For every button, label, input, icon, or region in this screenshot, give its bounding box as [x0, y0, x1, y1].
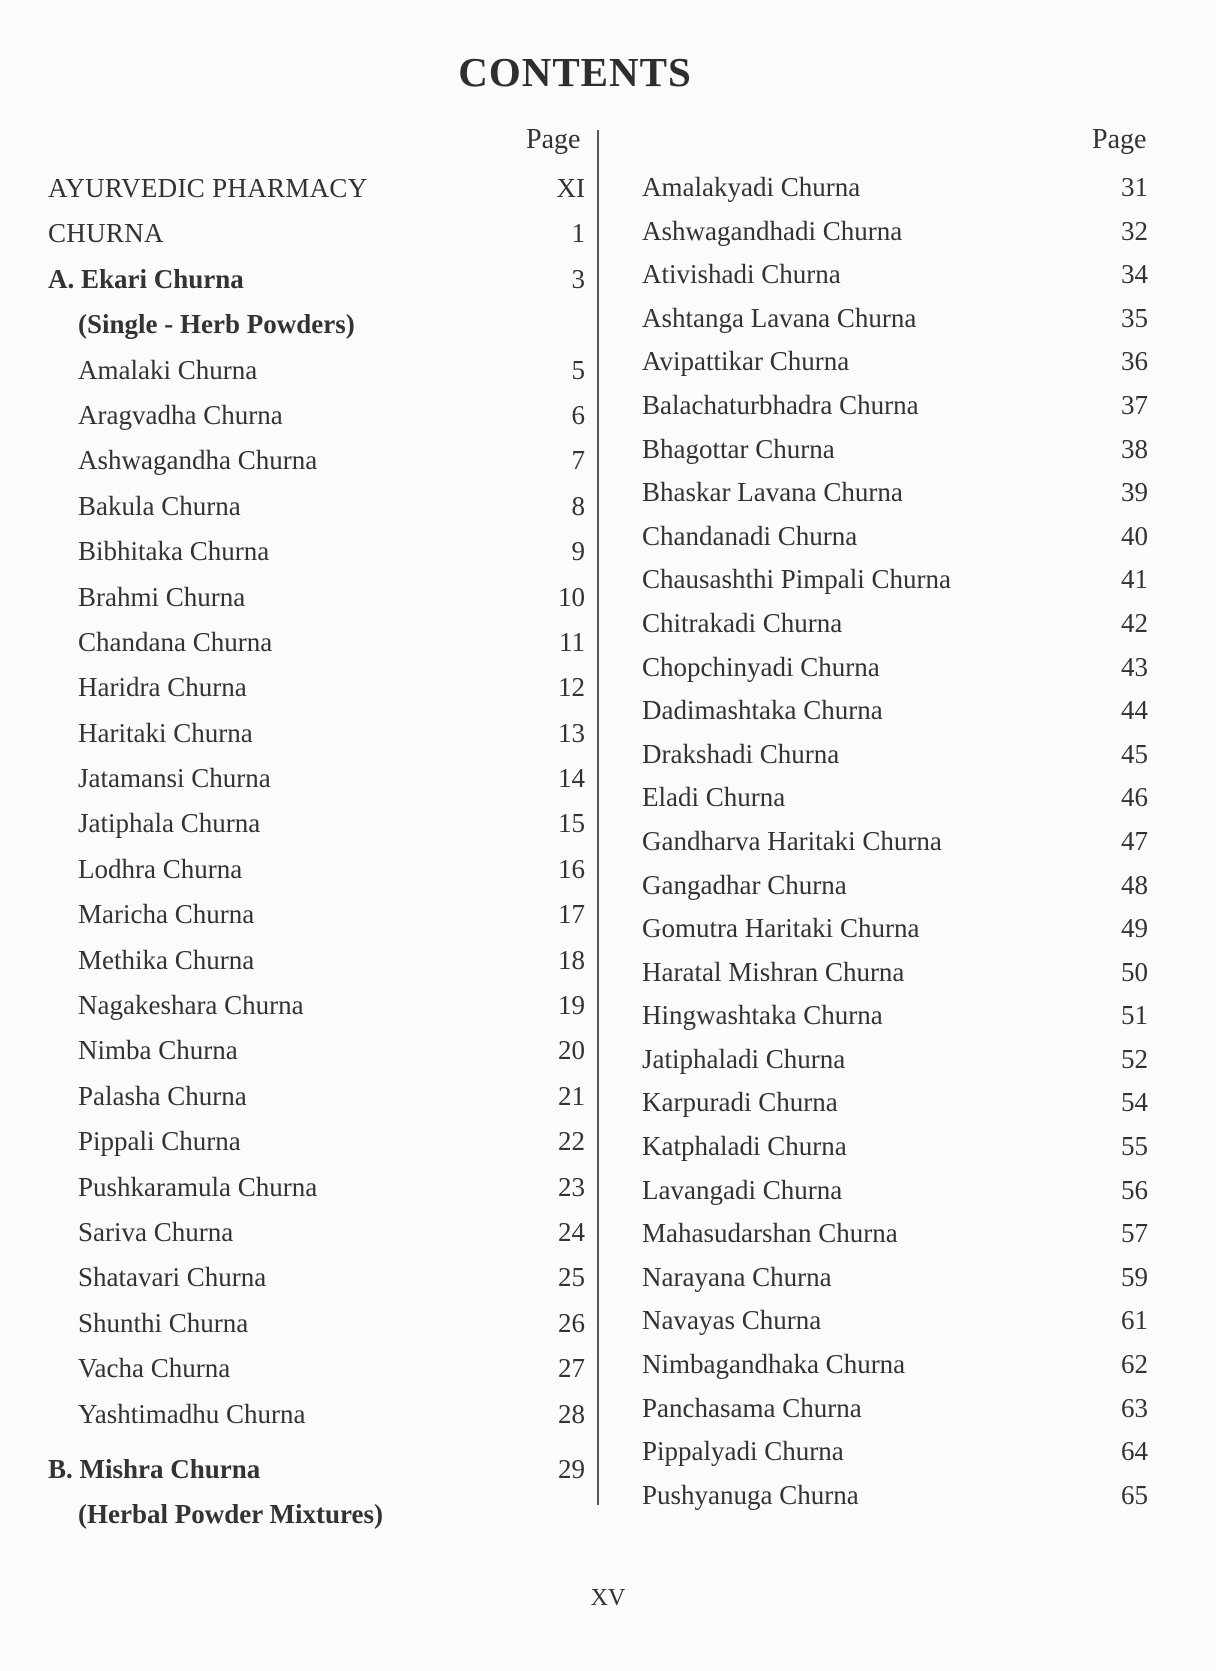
toc-entry-page: 21 — [558, 1080, 585, 1111]
toc-entry-page: 41 — [1121, 564, 1148, 595]
toc-entry-title: Eladi Churna — [642, 782, 786, 813]
toc-entry-page: 1 — [571, 218, 585, 249]
toc-entry-title: Shunthi Churna — [78, 1307, 249, 1338]
toc-entry-title: Pippali Churna — [78, 1126, 241, 1157]
toc-entry-page: 64 — [1121, 1436, 1148, 1467]
toc-entry-title: Chopchinyadi Churna — [642, 651, 880, 682]
toc-entry — [48, 801, 585, 846]
toc-entry — [642, 1430, 1148, 1474]
toc-entry-title: Lavangadi Churna — [642, 1174, 843, 1205]
toc-entry — [642, 1125, 1148, 1169]
toc-entry-title: Pushyanuga Churna — [642, 1479, 859, 1510]
toc-entry — [642, 515, 1148, 559]
toc-entry — [642, 907, 1148, 951]
toc-entry-title: Brahmi Churna — [78, 581, 246, 612]
toc-entry-page: 20 — [558, 1035, 585, 1066]
toc-entry-page: 47 — [1121, 825, 1148, 856]
toc-entry — [48, 302, 585, 347]
toc-entry-page: 22 — [558, 1126, 585, 1157]
toc-entry-title: Balachaturbhadra Churna — [642, 389, 919, 420]
toc-entry — [642, 951, 1148, 995]
toc-entry-page: 19 — [558, 990, 585, 1021]
toc-entry-page: 54 — [1121, 1087, 1148, 1118]
toc-entry-title: Nimba Churna — [78, 1035, 238, 1066]
toc-entry — [48, 1210, 585, 1255]
toc-entry — [642, 471, 1148, 515]
toc-entry-title: Bhagottar Churna — [642, 433, 835, 464]
toc-entry — [642, 558, 1148, 602]
toc-entry-page: 45 — [1121, 738, 1148, 769]
toc-entry-title: Chandanadi Churna — [642, 520, 858, 551]
toc-entry — [48, 1346, 585, 1391]
toc-entry-page: 11 — [559, 626, 585, 657]
toc-entry-page: 7 — [571, 445, 585, 476]
toc-entry — [48, 1028, 585, 1073]
toc-entry — [642, 340, 1148, 384]
toc-entry-page: 15 — [558, 808, 585, 839]
toc-entry-page: 31 — [1121, 172, 1148, 202]
page-title: CONTENTS — [458, 49, 692, 95]
toc-entry-title: Narayana Churna — [642, 1261, 832, 1292]
toc-entry — [642, 1343, 1148, 1387]
toc-entry-title: Navayas Churna — [642, 1305, 822, 1336]
toc-entry — [642, 776, 1148, 820]
toc-entry — [642, 297, 1148, 341]
toc-entry — [48, 438, 585, 483]
toc-entry-page: 27 — [558, 1353, 585, 1384]
toc-entry — [642, 864, 1148, 908]
toc-entry — [48, 1301, 585, 1346]
toc-entry-page: 26 — [558, 1307, 585, 1338]
toc-entry-title: Karpuradi Churna — [642, 1087, 838, 1118]
toc-entry-page: 59 — [1121, 1261, 1148, 1292]
toc-entry-title: Nagakeshara Churna — [78, 990, 304, 1021]
page-column-heading-right: Page — [1092, 124, 1147, 155]
toc-entry-page: 14 — [558, 763, 585, 794]
toc-entry — [48, 892, 585, 937]
toc-entry-page: 3 — [571, 263, 585, 294]
toc-entry-page: 28 — [558, 1398, 585, 1429]
toc-entry — [48, 938, 585, 983]
toc-entry — [642, 733, 1148, 777]
toc-entry-title: Yashtimadhu Churna — [78, 1398, 306, 1429]
toc-entry-title: Ashwagandhadi Churna — [642, 215, 903, 246]
toc-entry — [48, 1492, 585, 1537]
toc-entry — [48, 393, 585, 438]
toc-entry-page: XI — [556, 173, 585, 203]
toc-entry-title: Haritaki Churna — [78, 717, 253, 748]
toc-entry-title: (Herbal Powder Mixtures) — [78, 1499, 383, 1530]
toc-entry-title: A. Ekari Churna — [48, 263, 244, 294]
toc-entry-page: 12 — [558, 672, 585, 703]
toc-entry — [48, 529, 585, 574]
toc-entry-title: Jatiphaladi Churna — [642, 1043, 846, 1074]
toc-entry-page: 9 — [571, 536, 585, 567]
toc-entry-page: 16 — [558, 853, 585, 884]
toc-entry-page: 34 — [1121, 259, 1148, 290]
toc-entry — [642, 1387, 1148, 1431]
toc-right-column — [642, 166, 1148, 1517]
toc-entry — [48, 665, 585, 710]
toc-entry-page: 38 — [1121, 433, 1148, 464]
toc-entry — [642, 210, 1148, 254]
toc-entry — [48, 1255, 585, 1300]
toc-entry — [642, 166, 1148, 210]
toc-entry-page: 62 — [1121, 1349, 1148, 1380]
toc-entry — [48, 257, 585, 302]
toc-entry-title: Shatavari Churna — [78, 1262, 267, 1293]
toc-entry-page: 39 — [1121, 477, 1148, 508]
toc-entry-page: 51 — [1121, 1000, 1148, 1031]
toc-entry-title: Haratal Mishran Churna — [642, 956, 905, 987]
toc-entry-page: 40 — [1121, 520, 1148, 551]
toc-entry-title: Ashtanga Lavana Churna — [642, 302, 917, 333]
toc-entry — [642, 1299, 1148, 1343]
toc-entry-page: 17 — [558, 899, 585, 930]
toc-entry-page: 13 — [558, 717, 585, 748]
toc-entry-page: 57 — [1121, 1218, 1148, 1249]
toc-entry — [48, 756, 585, 801]
toc-entry — [48, 1119, 585, 1164]
toc-entry-page: 52 — [1121, 1043, 1148, 1074]
toc-entry — [48, 484, 585, 529]
toc-entry — [48, 1447, 585, 1492]
toc-entry-page: 46 — [1121, 782, 1148, 813]
toc-entry — [642, 384, 1148, 428]
toc-entry — [642, 646, 1148, 690]
toc-entry-page: 35 — [1121, 302, 1148, 333]
toc-entry — [48, 1074, 585, 1119]
toc-entry — [48, 1165, 585, 1210]
toc-entry-title: Gomutra Haritaki Churna — [642, 913, 920, 944]
toc-entry-page: 36 — [1121, 346, 1148, 377]
toc-entry-title: Maricha Churna — [78, 899, 255, 930]
toc-entry — [48, 1392, 585, 1437]
toc-entry-page: 42 — [1121, 607, 1148, 638]
toc-entry-title: Pippalyadi Churna — [642, 1436, 844, 1467]
toc-entry — [642, 1169, 1148, 1213]
toc-entry-page: 25 — [558, 1262, 585, 1293]
toc-entry-title: Bhaskar Lavana Churna — [642, 477, 903, 508]
column-divider — [597, 130, 599, 1505]
toc-entry-page: 44 — [1121, 695, 1148, 726]
toc-entry-title: Chitrakadi Churna — [642, 607, 843, 638]
toc-entry — [48, 166, 585, 211]
toc-entry — [48, 847, 585, 892]
toc-entry-title: Amalaki Churna — [78, 354, 258, 385]
toc-entry — [642, 602, 1148, 646]
toc-entry — [642, 1474, 1148, 1518]
toc-entry-title: Gangadhar Churna — [642, 869, 847, 900]
page-number: XV — [590, 1585, 626, 1611]
toc-entry-page: 18 — [558, 944, 585, 975]
toc-entry-title: Nimbagandhaka Churna — [642, 1349, 906, 1380]
toc-entry-page: 10 — [558, 581, 585, 612]
toc-entry-title: Bibhitaka Churna — [78, 536, 270, 567]
toc-entry-title: Ashwagandha Churna — [78, 445, 318, 476]
toc-entry — [48, 711, 585, 756]
toc-entry-page: 63 — [1121, 1392, 1148, 1423]
toc-entry-page: 37 — [1121, 389, 1148, 420]
toc-entry-page: 48 — [1121, 869, 1148, 900]
toc-entry-page: 49 — [1121, 913, 1148, 944]
toc-entry — [642, 820, 1148, 864]
toc-entry-page: 29 — [558, 1453, 585, 1484]
toc-entry-page: 65 — [1121, 1479, 1148, 1510]
toc-entry-title: Aragvadha Churna — [78, 399, 283, 430]
toc-entry-page: 32 — [1121, 215, 1148, 246]
toc-entry-title: Mahasudarshan Churna — [642, 1218, 898, 1249]
toc-entry-title: (Single - Herb Powders) — [78, 309, 355, 340]
toc-entry — [642, 689, 1148, 733]
toc-entry — [48, 983, 585, 1028]
toc-entry-title: Dadimashtaka Churna — [642, 695, 883, 726]
toc-entry-title: Ativishadi Churna — [642, 259, 841, 290]
toc-entry — [642, 994, 1148, 1038]
toc-entry-page: 8 — [571, 490, 585, 521]
toc-entry-title: Pushkaramula Churna — [78, 1171, 318, 1202]
toc-entry-title: Bakula Churna — [78, 490, 241, 521]
toc-entry — [642, 1081, 1148, 1125]
toc-entry-title: Jatamansi Churna — [78, 763, 271, 794]
toc-entry-title: Methika Churna — [78, 944, 255, 975]
toc-entry-title: Lodhra Churna — [78, 853, 243, 884]
toc-entry — [642, 1256, 1148, 1300]
toc-entry-title: Chausashthi Pimpali Churna — [642, 564, 951, 595]
toc-entry-title: Vacha Churna — [78, 1353, 231, 1384]
toc-entry — [48, 620, 585, 665]
toc-entry-page: 24 — [558, 1216, 585, 1247]
toc-entry-title: CHURNA — [48, 218, 164, 249]
toc-entry-title: Jatiphala Churna — [78, 808, 261, 839]
toc-entry-page: 6 — [571, 399, 585, 430]
toc-entry-page: 5 — [571, 354, 585, 385]
toc-entry-page: 55 — [1121, 1131, 1148, 1162]
toc-entry-page: 43 — [1121, 651, 1148, 682]
toc-entry-page: 23 — [558, 1171, 585, 1202]
toc-entry-title: Haridra Churna — [78, 672, 247, 703]
page-column-heading-left: Page — [526, 124, 581, 155]
toc-entry-title: Panchasama Churna — [642, 1392, 862, 1423]
toc-entry — [48, 211, 585, 256]
toc-entry-title: Avipattikar Churna — [642, 346, 850, 377]
toc-left-column — [48, 166, 585, 1538]
toc-entry-title: Katphaladi Churna — [642, 1131, 847, 1162]
toc-entry-title: Amalakyadi Churna — [642, 172, 861, 202]
toc-entry-title: Chandana Churna — [78, 626, 273, 657]
toc-entry — [48, 348, 585, 393]
toc-entry — [642, 428, 1148, 472]
toc-entry-page: 61 — [1121, 1305, 1148, 1336]
toc-entry-title: Hingwashtaka Churna — [642, 1000, 883, 1031]
toc-entry — [642, 1212, 1148, 1256]
toc-entry — [48, 575, 585, 620]
toc-entry — [642, 1038, 1148, 1082]
toc-entry-title: Drakshadi Churna — [642, 738, 840, 769]
toc-entry-page: 56 — [1121, 1174, 1148, 1205]
toc-entry-title: B. Mishra Churna — [48, 1453, 261, 1484]
toc-entry-title: Sariva Churna — [78, 1216, 234, 1247]
toc-entry-page: 50 — [1121, 956, 1148, 987]
toc-entry-title: AYURVEDIC PHARMACY — [48, 173, 368, 203]
toc-entry-title: Palasha Churna — [78, 1080, 247, 1111]
toc-entry-title: Gandharva Haritaki Churna — [642, 825, 942, 856]
toc-entry — [642, 253, 1148, 297]
